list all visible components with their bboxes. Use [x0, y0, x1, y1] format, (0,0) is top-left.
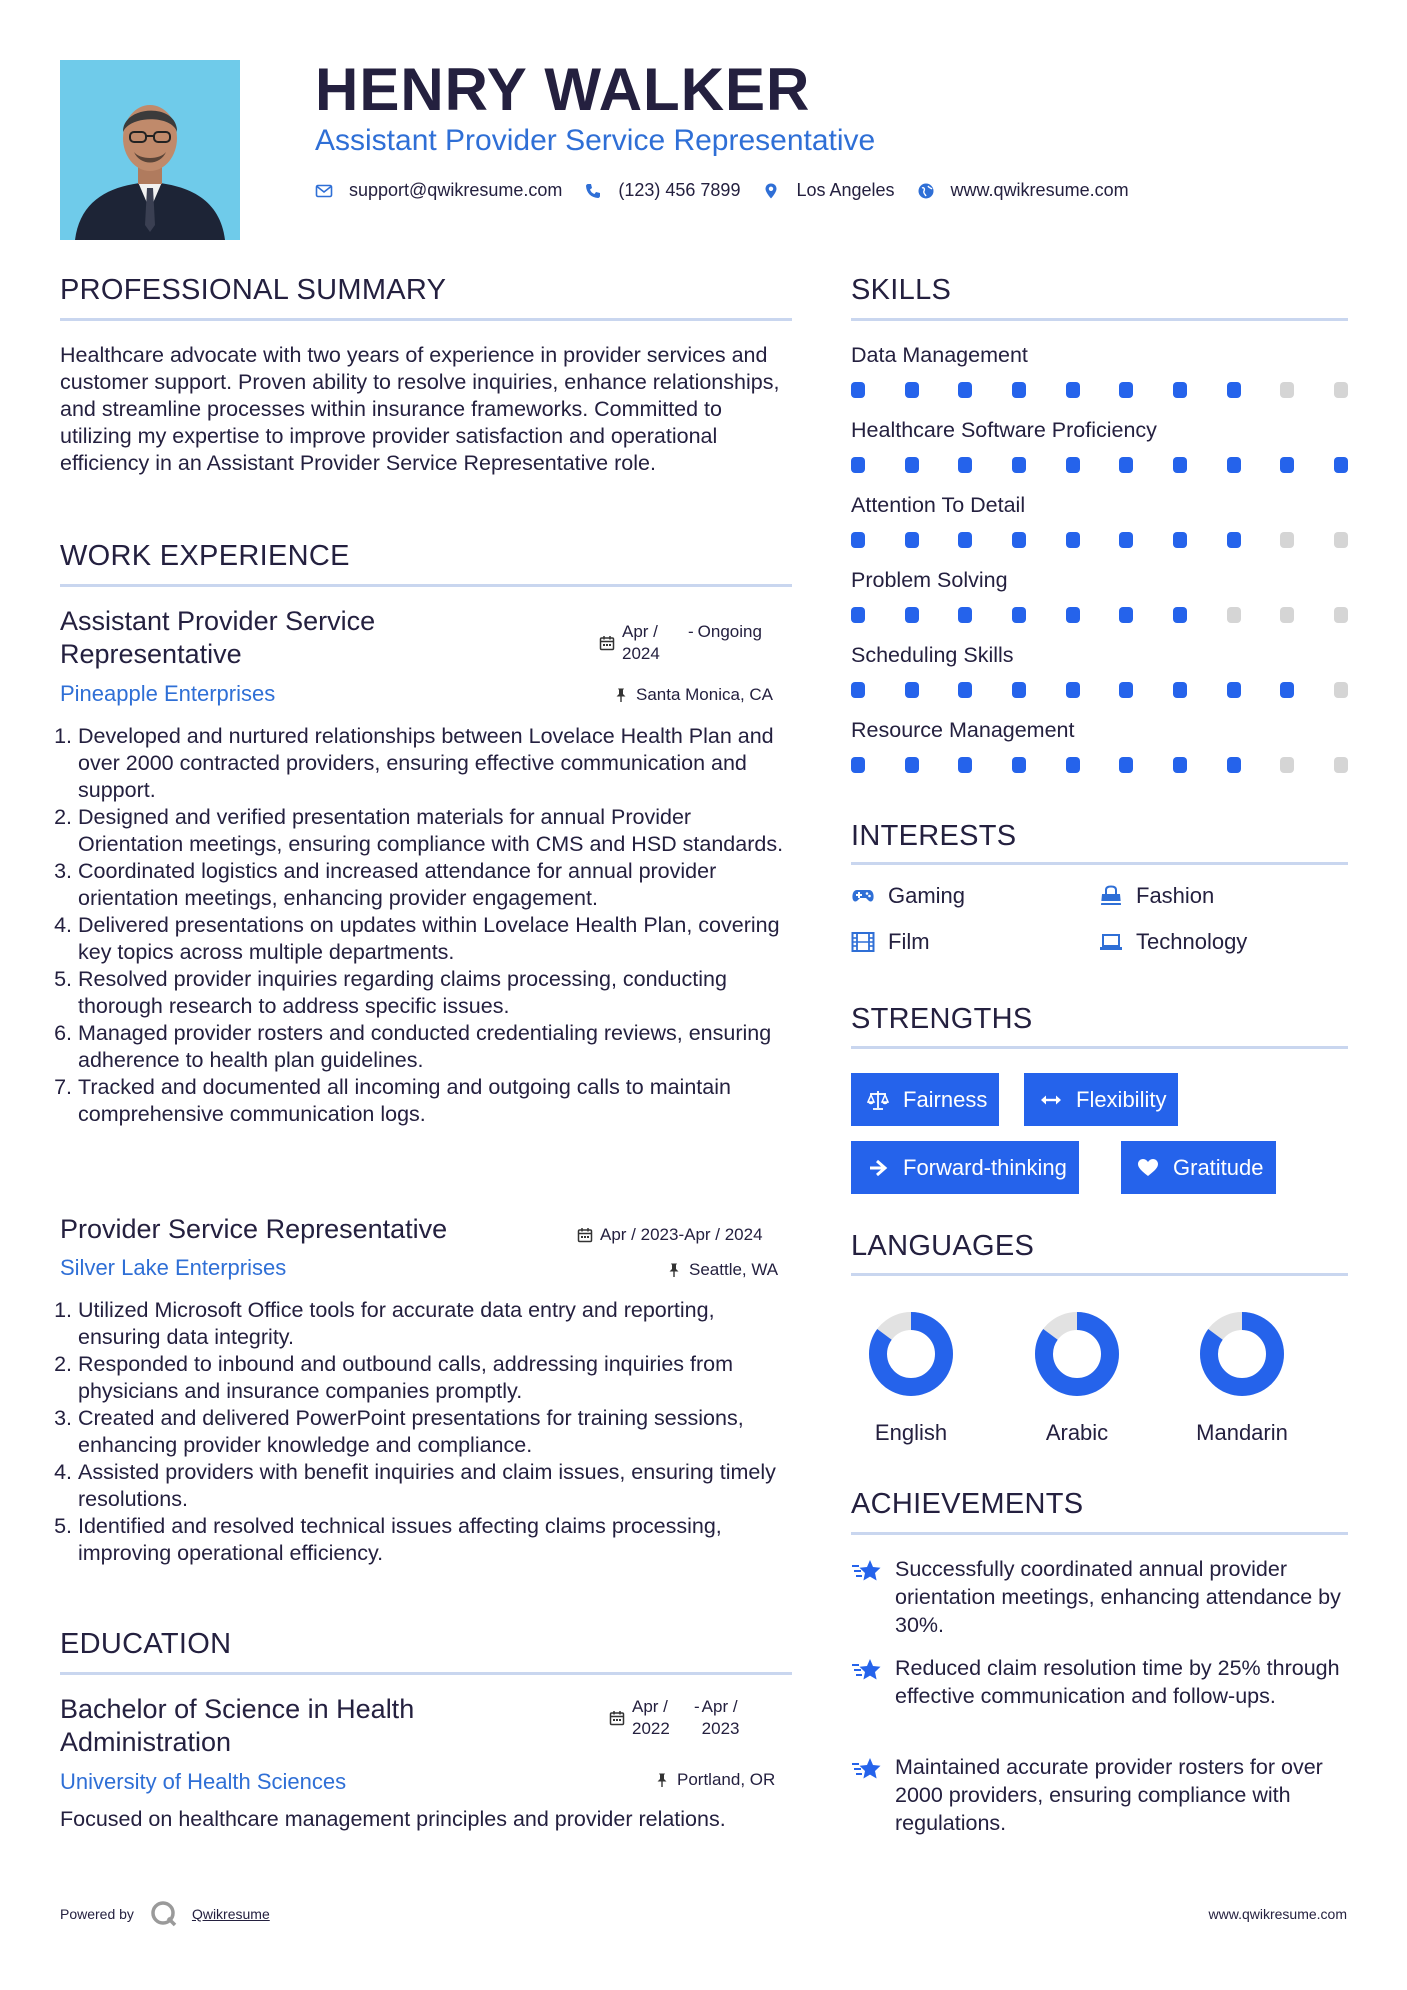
- footer-website[interactable]: www.qwikresume.com: [1208, 1906, 1347, 1922]
- skill-dot-empty: [1280, 532, 1294, 548]
- phone-icon: [584, 182, 602, 200]
- interest-item: [851, 929, 930, 955]
- skill-dot-filled: [958, 457, 972, 473]
- skill-dot-filled: [958, 757, 972, 773]
- skill-dot-filled: [905, 457, 919, 473]
- skill-dot-filled: [1066, 532, 1080, 548]
- skill-dot-filled: [1173, 457, 1187, 473]
- skill-dot-filled: [958, 682, 972, 698]
- skill-dot-filled: [1227, 682, 1241, 698]
- skill-rating: [851, 382, 1348, 398]
- summary-divider: [60, 318, 792, 321]
- skill-dot-filled: [1119, 532, 1133, 548]
- interest-item: [1099, 883, 1214, 909]
- languages-heading: LANGUAGES: [851, 1230, 1035, 1262]
- skill-dot-filled: [1119, 682, 1133, 698]
- education-date-end: Apr / 2023: [701, 1697, 740, 1738]
- interest-label: Film: [888, 929, 930, 954]
- job-dates: [599, 621, 766, 665]
- shopping-bag-icon: [1099, 885, 1123, 907]
- skill-rating: [851, 532, 1348, 548]
- summary-text: Healthcare advocate with two years of experience in provider services and customer support. Proven ability to resolve inquiries, enhance relationships, and streamline processes within insurance frameworks. Committed to utilizing my expertise to improve provider satisfaction and operational efficiency in an Assistant Provider Service Representative role.: [60, 343, 780, 475]
- skill-dot-filled: [1173, 382, 1187, 398]
- skill-dot-filled: [1012, 457, 1026, 473]
- skill-dot-empty: [1334, 382, 1348, 398]
- education-location: [654, 1770, 775, 1790]
- skill-name: Problem Solving: [851, 568, 1008, 592]
- pushpin-icon: [654, 1772, 670, 1788]
- education-dates: [609, 1696, 756, 1740]
- skill-rating: [851, 607, 1348, 623]
- skill-rating: [851, 682, 1348, 698]
- skill-dot-filled: [1334, 457, 1348, 473]
- list-item: 3. Coordinated logistics and increased attendance for annual provider orientation meetings, enhancing provider engagement.: [78, 858, 790, 912]
- skill-dot-filled: [958, 382, 972, 398]
- language-label: Arabic: [1045, 1420, 1109, 1445]
- skill-dot-filled: [1280, 682, 1294, 698]
- job-title: Provider Service Representative: [60, 1214, 448, 1244]
- laptop-icon: [1099, 931, 1123, 953]
- skill-dot-empty: [1280, 607, 1294, 623]
- shooting-star-icon: [851, 1557, 883, 1585]
- education-divider: [60, 1672, 792, 1675]
- person-portrait-icon: [60, 60, 240, 240]
- job-date-start: Apr / 2024: [622, 622, 660, 663]
- skill-dot-filled: [905, 757, 919, 773]
- skill-dot-empty: [1280, 757, 1294, 773]
- list-item: 7. Tracked and documented all incoming and outgoing calls to maintain comprehensive communication logs.: [78, 1074, 790, 1128]
- qwikresume-logo-icon: [150, 1900, 178, 1928]
- skill-name: Data Management: [851, 343, 1028, 367]
- skill-dot-filled: [905, 532, 919, 548]
- skill-dot-filled: [1012, 607, 1026, 623]
- shooting-star-icon: [851, 1755, 883, 1783]
- skill-dot-filled: [1173, 607, 1187, 623]
- achievement-item: [851, 1753, 1351, 1837]
- achievement-text: Successfully coordinated annual provider orientation meetings, enhancing attendance by 30%.: [895, 1557, 1341, 1637]
- strength-label: Flexibility: [1076, 1086, 1167, 1112]
- contact-website-text: www.qwikresume.com: [950, 180, 1129, 200]
- skill-dot-empty: [1334, 757, 1348, 773]
- skill-name: Healthcare Software Proficiency: [851, 418, 1157, 442]
- achievements-heading: ACHIEVEMENTS: [851, 1488, 1084, 1520]
- skill-dot-filled: [905, 607, 919, 623]
- list-item: 2. Responded to inbound and outbound calls, addressing inquiries from physicians and insurance companies promptly.: [78, 1351, 790, 1405]
- brand-link[interactable]: Qwikresume: [191, 1906, 270, 1922]
- job-bullet-list: [60, 723, 790, 1128]
- skill-dot-filled: [851, 682, 865, 698]
- language-proficiency-ring: [1198, 1310, 1286, 1398]
- skill-dot-empty: [1334, 607, 1348, 623]
- skill-dot-filled: [1119, 382, 1133, 398]
- strength-tag: [851, 1141, 1079, 1194]
- list-item: 1. Utilized Microsoft Office tools for accurate data entry and reporting, ensuring data integrity.: [78, 1297, 790, 1351]
- list-item: 5. Resolved provider inquiries regarding claims processing, conducting thorough research to address specific issues.: [78, 966, 790, 1020]
- experience-heading: WORK EXPERIENCE: [60, 540, 350, 572]
- job-location-text: Seattle, WA: [689, 1260, 779, 1279]
- skill-dot-filled: [1119, 457, 1133, 473]
- job-location: [613, 685, 773, 705]
- footer-powered-by: [60, 1900, 270, 1928]
- date-separator: -: [694, 1697, 700, 1716]
- skill-dot-filled: [851, 607, 865, 623]
- strengths-divider: [851, 1046, 1348, 1049]
- company-name: Pineapple Enterprises: [60, 681, 276, 706]
- heart-icon: [1137, 1157, 1159, 1179]
- skill-rating: [851, 457, 1348, 473]
- job-location: [666, 1260, 778, 1280]
- job-dates-text: Apr / 2023-Apr / 2024: [600, 1225, 763, 1244]
- skill-dot-filled: [1227, 757, 1241, 773]
- skill-dot-filled: [958, 607, 972, 623]
- interest-item: [851, 883, 965, 909]
- skill-dot-filled: [1066, 457, 1080, 473]
- list-item: 3. Created and delivered PowerPoint presentations for training sessions, enhancing provider knowledge and compliance.: [78, 1405, 790, 1459]
- skill-dot-filled: [1066, 757, 1080, 773]
- achievement-item: [851, 1654, 1351, 1710]
- skill-dot-filled: [1280, 457, 1294, 473]
- language-proficiency-ring: [867, 1310, 955, 1398]
- language-proficiency-ring: [1033, 1310, 1121, 1398]
- contact-phone-text: (123) 456 7899: [618, 180, 741, 200]
- skill-rating: [851, 757, 1348, 773]
- interest-label: Gaming: [888, 883, 966, 908]
- skill-name: Attention To Detail: [851, 493, 1026, 517]
- interests-divider: [851, 862, 1348, 865]
- arrow-right-icon: [867, 1157, 889, 1179]
- contact-email[interactable]: [315, 180, 562, 201]
- contact-email-text: support@qwikresume.com: [349, 180, 563, 200]
- skill-name: Scheduling Skills: [851, 643, 1014, 667]
- list-item: 1. Developed and nurtured relationships between Lovelace Health Plan and over 2000 contracted providers, ensuring effective communication and support.: [78, 723, 790, 804]
- skill-dot-empty: [1334, 682, 1348, 698]
- job-date-end: Ongoing: [697, 622, 762, 641]
- candidate-name: HENRY WALKER: [315, 56, 811, 123]
- skill-dot-filled: [1119, 757, 1133, 773]
- language-label: English: [874, 1420, 948, 1445]
- skill-name: Resource Management: [851, 718, 1075, 742]
- skill-dot-filled: [1227, 457, 1241, 473]
- skill-dot-filled: [1012, 382, 1026, 398]
- skill-dot-filled: [1119, 607, 1133, 623]
- strength-label: Gratitude: [1173, 1154, 1264, 1180]
- powered-by-label: Powered by: [60, 1906, 134, 1922]
- candidate-role: Assistant Provider Service Representative: [315, 124, 876, 157]
- skill-dot-filled: [1012, 682, 1026, 698]
- skill-dot-filled: [1173, 682, 1187, 698]
- education-location-text: Portland, OR: [677, 1770, 776, 1789]
- school-name: University of Health Sciences: [60, 1769, 347, 1794]
- achievement-item: [851, 1555, 1351, 1639]
- language-item: [1007, 1310, 1147, 1446]
- skill-dot-filled: [905, 382, 919, 398]
- skill-dot-filled: [851, 757, 865, 773]
- education-date-start: Apr / 2022: [632, 1697, 670, 1738]
- shooting-star-icon: [851, 1656, 883, 1684]
- globe-icon: [917, 182, 935, 200]
- strength-label: Fairness: [903, 1086, 988, 1112]
- language-item: [1172, 1310, 1312, 1446]
- skill-dot-empty: [1334, 532, 1348, 548]
- skill-dot-filled: [851, 457, 865, 473]
- job-location-text: Santa Monica, CA: [636, 685, 774, 704]
- list-item: 2. Designed and verified presentation materials for annual Provider Orientation meetings, ensuring compliance with CMS and HSD standards.: [78, 804, 790, 858]
- skill-dot-filled: [1066, 682, 1080, 698]
- skills-divider: [851, 318, 1348, 321]
- date-separator: -: [688, 622, 694, 641]
- skill-dot-filled: [1066, 382, 1080, 398]
- skill-dot-filled: [1227, 382, 1241, 398]
- calendar-icon: [599, 635, 615, 651]
- strength-tag: [1121, 1141, 1276, 1194]
- languages-divider: [851, 1273, 1348, 1276]
- skill-dot-filled: [1227, 532, 1241, 548]
- list-item: 4. Assisted providers with benefit inquiries and claim issues, ensuring timely resolutions.: [78, 1459, 790, 1513]
- education-heading: EDUCATION: [60, 1628, 232, 1660]
- degree-title: Bachelor of Science in Health Administration: [60, 1694, 415, 1757]
- strength-tag: [1024, 1073, 1178, 1126]
- strengths-heading: STRENGTHS: [851, 1003, 1033, 1035]
- list-item: 6. Managed provider rosters and conducted credentialing reviews, ensuring adherence to health plan guidelines.: [78, 1020, 790, 1074]
- achievement-text: Maintained accurate provider rosters for over 2000 providers, ensuring compliance with regulations.: [895, 1755, 1323, 1835]
- skill-dot-empty: [1280, 382, 1294, 398]
- envelope-icon: [315, 182, 333, 200]
- education-description: Focused on healthcare management principles and provider relations.: [60, 1807, 726, 1831]
- gamepad-icon: [851, 885, 875, 907]
- scale-icon: [867, 1089, 889, 1111]
- job-bullet-list: [60, 1297, 790, 1567]
- summary-heading: PROFESSIONAL SUMMARY: [60, 274, 447, 306]
- calendar-icon: [609, 1710, 625, 1726]
- job-dates: [577, 1225, 763, 1245]
- arrows-horizontal-icon: [1040, 1089, 1062, 1111]
- list-item: 5. Identified and resolved technical issues affecting claims processing, improving operational efficiency.: [78, 1513, 790, 1567]
- contact-location-text: Los Angeles: [796, 180, 895, 200]
- interests-heading: INTERESTS: [851, 820, 1017, 852]
- map-pin-icon: [762, 182, 780, 200]
- contact-phone[interactable]: [584, 180, 740, 201]
- interest-item: [1099, 929, 1247, 955]
- interest-label: Fashion: [1136, 883, 1215, 908]
- skill-dot-filled: [905, 682, 919, 698]
- skill-dot-filled: [1012, 532, 1026, 548]
- achievements-divider: [851, 1532, 1348, 1535]
- contact-bar: [315, 180, 1151, 201]
- skill-dot-filled: [1173, 757, 1187, 773]
- contact-location: [762, 180, 894, 201]
- calendar-icon: [577, 1227, 593, 1243]
- pushpin-icon: [613, 687, 629, 703]
- job-title: Assistant Provider Service Representative: [60, 606, 376, 669]
- skill-dot-empty: [1227, 607, 1241, 623]
- strength-label: Forward-thinking: [903, 1154, 1067, 1180]
- experience-divider: [60, 584, 792, 587]
- skill-dot-filled: [958, 532, 972, 548]
- film-icon: [851, 931, 875, 953]
- achievement-text: Reduced claim resolution time by 25% through effective communication and follow-ups.: [895, 1656, 1340, 1708]
- interest-label: Technology: [1136, 929, 1248, 954]
- language-label: Mandarin: [1196, 1420, 1288, 1445]
- skills-heading: SKILLS: [851, 274, 952, 306]
- list-item: 4. Delivered presentations on updates within Lovelace Health Plan, covering key topics across multiple departments.: [78, 912, 790, 966]
- company-name: Silver Lake Enterprises: [60, 1255, 287, 1280]
- skill-dot-filled: [851, 532, 865, 548]
- skill-dot-filled: [851, 382, 865, 398]
- strength-tag: [851, 1073, 999, 1126]
- profile-photo: [60, 60, 240, 240]
- language-item: [841, 1310, 981, 1446]
- pushpin-icon: [666, 1262, 682, 1278]
- skill-dot-filled: [1066, 607, 1080, 623]
- skill-dot-filled: [1173, 532, 1187, 548]
- contact-website[interactable]: [917, 180, 1129, 201]
- skill-dot-filled: [1012, 757, 1026, 773]
